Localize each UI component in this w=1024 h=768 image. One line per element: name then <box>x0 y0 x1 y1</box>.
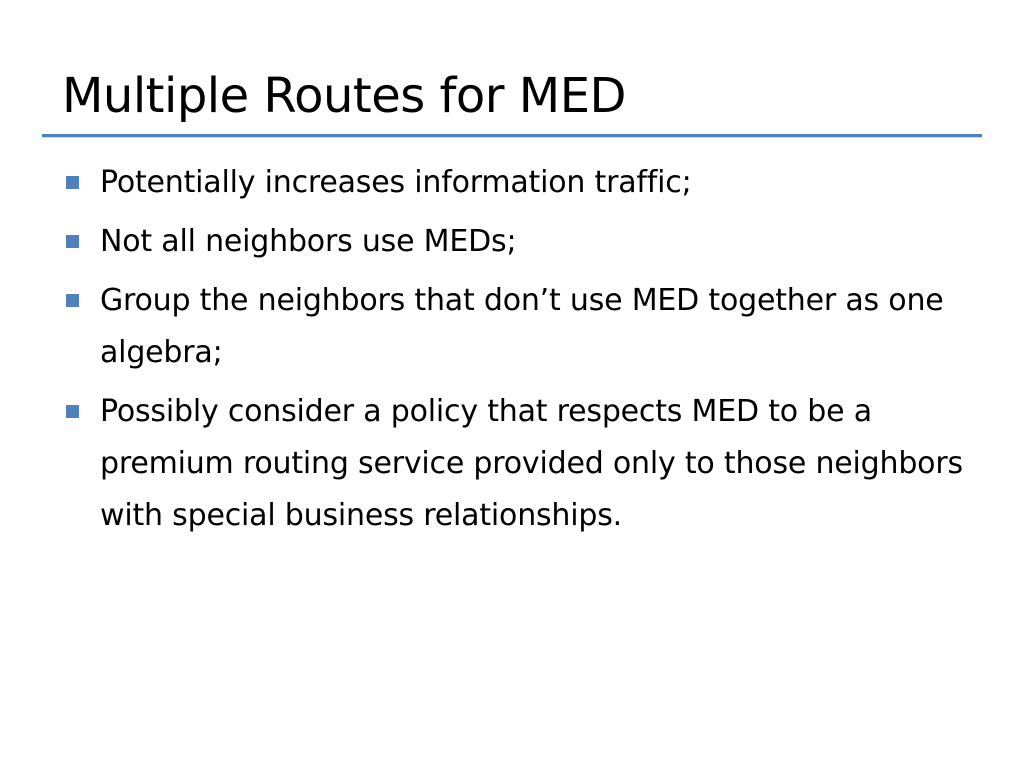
title-underline <box>42 134 982 137</box>
bullet-text: Not all neighbors use MEDs; <box>100 224 517 259</box>
bullet-text: Possibly consider a policy that respects MED to be a premium routing service provided only to those neighbors with special business relationships. <box>100 394 963 533</box>
bullet-item <box>62 157 982 209</box>
bullet-list <box>62 157 982 549</box>
square-bullet-icon <box>66 235 79 248</box>
bullet-item <box>62 275 982 379</box>
bullet-item <box>62 386 982 542</box>
bullet-item <box>62 216 982 268</box>
square-bullet-icon <box>66 294 79 307</box>
bullet-text: Group the neighbors that don’t use MED together as one algebra; <box>100 283 944 370</box>
square-bullet-icon <box>66 405 79 418</box>
slide-title: Multiple Routes for MED <box>62 68 626 124</box>
bullet-text: Potentially increases information traffic; <box>100 165 692 200</box>
square-bullet-icon <box>66 176 79 189</box>
